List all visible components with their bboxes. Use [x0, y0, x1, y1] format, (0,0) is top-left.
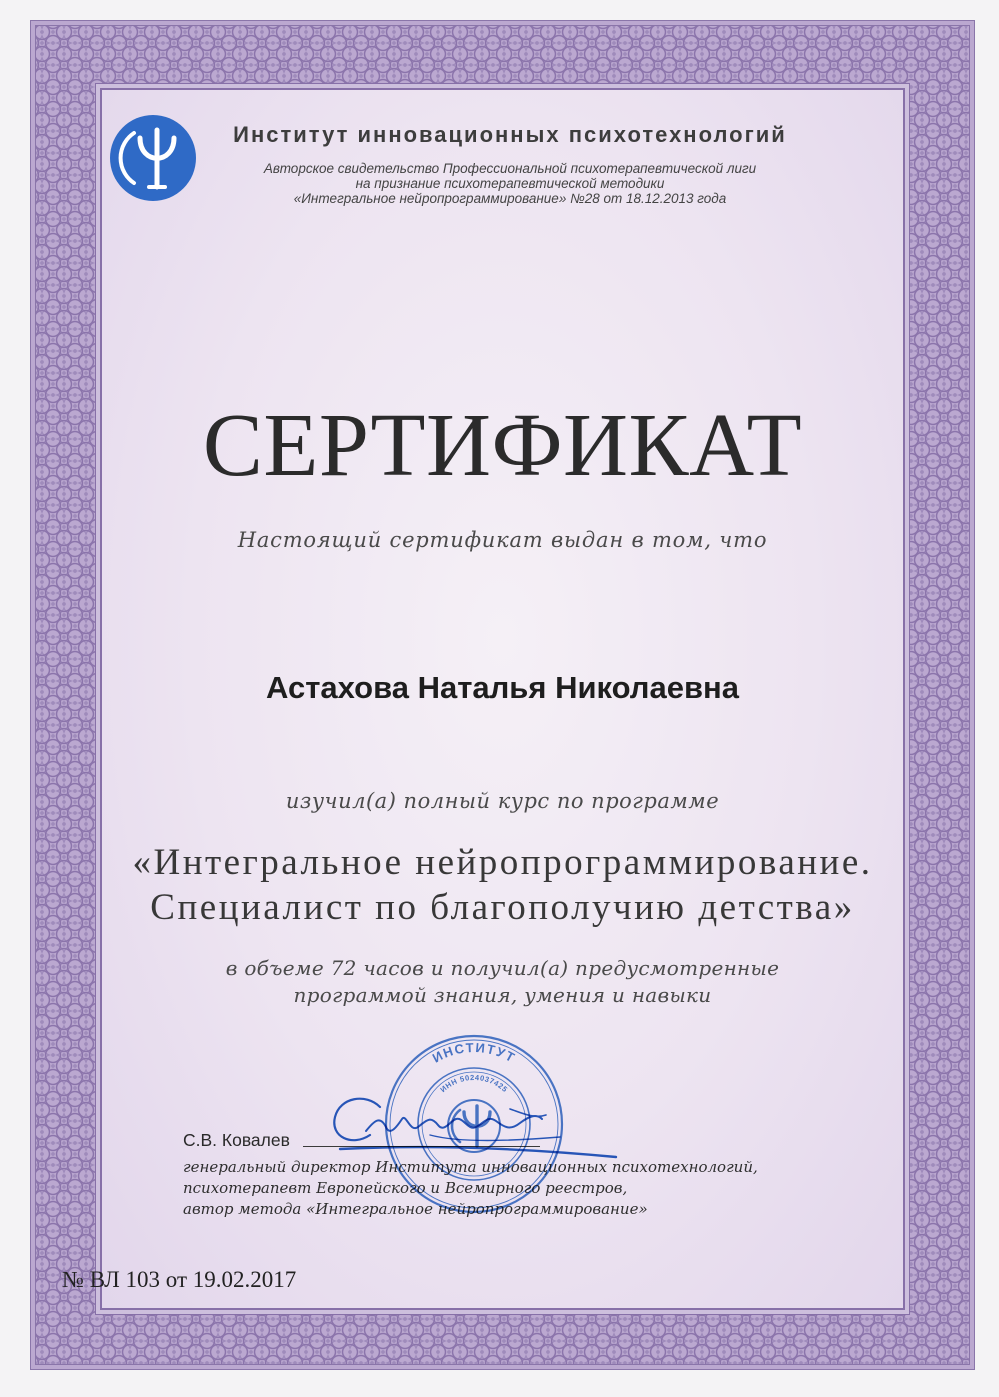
institute-name: Институт инновационных психотехнологий	[233, 122, 787, 147]
credentials-line: Авторское свидетельство Профессиональной психотерапевтической лиги	[263, 161, 757, 176]
signature-stroke	[510, 1109, 546, 1116]
completion-line: программой знания, умения и навыки	[293, 983, 712, 1007]
signatory-name: С.В. Ковалев	[183, 1130, 290, 1150]
program-line: Специалист по благополучию детства»	[150, 887, 855, 928]
institute-credentials	[220, 161, 800, 206]
stamp-top-text: ИНСТИТУТ	[429, 1039, 519, 1066]
credentials-line: на признание психотерапевтической методики	[355, 176, 665, 191]
certificate-number: № ВЛ 103 от 19.02.2017	[62, 1267, 297, 1292]
signatory-title-line: автор метода «Интегральное нейропрограммирование»	[183, 1200, 648, 1218]
stamp-top-label	[430, 1040, 518, 1066]
certificate-title: СЕРТИФИКАТ	[202, 396, 803, 495]
completion-line: в объеме 72 часов и получил(а) предусмотренные	[225, 956, 780, 980]
signature-stroke	[334, 1099, 380, 1140]
completion-text	[100, 955, 905, 1009]
signatory-title-line: генеральный директор Института инновационных психотехнологий,	[183, 1158, 758, 1176]
signature-stroke	[430, 1135, 560, 1141]
course-intro: изучил(а) полный курс по программе	[285, 789, 720, 813]
signatory-title-line: психотерапевт Европейского и Всемирного реестров,	[183, 1179, 628, 1197]
credentials-line: «Интегральное нейропрограммирование» №28 от 18.12.2013 года	[293, 191, 727, 206]
program-name	[100, 840, 905, 930]
intro-text: Настоящий сертификат выдан в том, что	[237, 528, 768, 552]
psi-logo-icon	[108, 113, 198, 203]
program-line: «Интегральное нейропрограммирование.	[132, 842, 873, 883]
recipient-name: Астахова Наталья Николаевна	[266, 670, 739, 705]
stamp-inn-text: ИНН 5024037425	[438, 1072, 510, 1095]
handwritten-signature-icon	[310, 1085, 630, 1175]
signature-stroke	[366, 1116, 542, 1131]
signature-stroke	[340, 1147, 616, 1157]
